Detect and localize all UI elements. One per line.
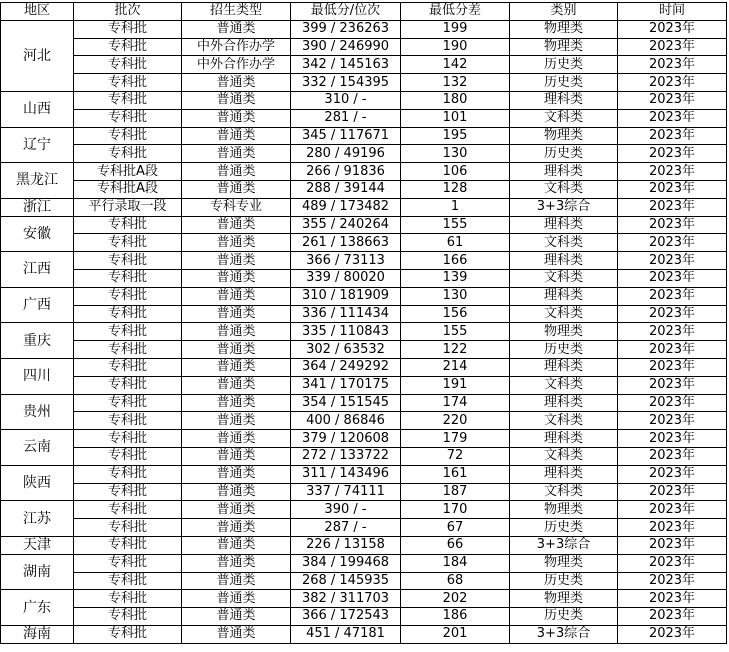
table-row bbox=[1, 412, 727, 430]
enroll-type-cell: 普通类 bbox=[182, 536, 291, 554]
category-cell: 理科类 bbox=[510, 216, 618, 234]
enroll-type-cell: 普通类 bbox=[182, 447, 291, 465]
score-diff-cell: 184 bbox=[401, 554, 510, 572]
batch-cell: 专科批 bbox=[74, 536, 182, 554]
score-rank-cell: 342 / 145163 bbox=[291, 56, 401, 74]
enroll-type-cell: 普通类 bbox=[182, 501, 291, 519]
score-rank-cell: 364 / 249292 bbox=[291, 358, 401, 376]
batch-cell: 专科批 bbox=[74, 305, 182, 323]
enroll-type-cell: 普通类 bbox=[182, 394, 291, 412]
category-cell: 理科类 bbox=[510, 287, 618, 305]
year-cell: 2023年 bbox=[618, 323, 727, 341]
table-row bbox=[1, 625, 727, 643]
year-cell: 2023年 bbox=[618, 625, 727, 643]
category-cell: 历史类 bbox=[510, 519, 618, 537]
header-enroll-type: 招生类型 bbox=[182, 3, 291, 21]
region-cell: 浙江 bbox=[1, 198, 74, 216]
score-rank-cell: 489 / 173482 bbox=[291, 198, 401, 216]
score-diff-cell: 166 bbox=[401, 252, 510, 270]
score-rank-cell: 339 / 80020 bbox=[291, 269, 401, 287]
year-cell: 2023年 bbox=[618, 56, 727, 74]
batch-cell: 专科批 bbox=[74, 430, 182, 448]
region-cell: 四川 bbox=[1, 358, 74, 394]
category-cell: 理科类 bbox=[510, 430, 618, 448]
score-diff-cell: 61 bbox=[401, 234, 510, 252]
year-cell: 2023年 bbox=[618, 109, 727, 127]
year-cell: 2023年 bbox=[618, 180, 727, 198]
table-row bbox=[1, 20, 727, 38]
score-diff-cell: 66 bbox=[401, 536, 510, 554]
batch-cell: 专科批 bbox=[74, 145, 182, 163]
batch-cell: 专科批 bbox=[74, 287, 182, 305]
year-cell: 2023年 bbox=[618, 20, 727, 38]
batch-cell: 专科批 bbox=[74, 109, 182, 127]
batch-cell: 专科批 bbox=[74, 394, 182, 412]
batch-cell: 专科批 bbox=[74, 216, 182, 234]
table-row bbox=[1, 163, 727, 181]
score-rank-cell: 379 / 120608 bbox=[291, 430, 401, 448]
category-cell: 文科类 bbox=[510, 376, 618, 394]
score-diff-cell: 67 bbox=[401, 519, 510, 537]
region-cell: 海南 bbox=[1, 625, 74, 643]
score-diff-cell: 214 bbox=[401, 358, 510, 376]
batch-cell: 专科批 bbox=[74, 56, 182, 74]
score-rank-cell: 390 / - bbox=[291, 501, 401, 519]
table-row bbox=[1, 590, 727, 608]
enroll-type-cell: 普通类 bbox=[182, 430, 291, 448]
region-cell: 云南 bbox=[1, 430, 74, 466]
enroll-type-cell: 普通类 bbox=[182, 234, 291, 252]
score-rank-cell: 341 / 170175 bbox=[291, 376, 401, 394]
score-rank-cell: 382 / 311703 bbox=[291, 590, 401, 608]
enroll-type-cell: 普通类 bbox=[182, 465, 291, 483]
year-cell: 2023年 bbox=[618, 376, 727, 394]
enroll-type-cell: 普通类 bbox=[182, 163, 291, 181]
enroll-type-cell: 普通类 bbox=[182, 180, 291, 198]
score-diff-cell: 191 bbox=[401, 376, 510, 394]
score-rank-cell: 272 / 133722 bbox=[291, 447, 401, 465]
table-row bbox=[1, 483, 727, 501]
score-diff-cell: 139 bbox=[401, 269, 510, 287]
year-cell: 2023年 bbox=[618, 74, 727, 92]
year-cell: 2023年 bbox=[618, 38, 727, 56]
batch-cell: 专科批A段 bbox=[74, 180, 182, 198]
score-rank-cell: 354 / 151545 bbox=[291, 394, 401, 412]
category-cell: 理科类 bbox=[510, 465, 618, 483]
score-rank-cell: 288 / 39144 bbox=[291, 180, 401, 198]
score-diff-cell: 128 bbox=[401, 180, 510, 198]
category-cell: 理科类 bbox=[510, 394, 618, 412]
table-body bbox=[1, 20, 727, 643]
score-diff-cell: 142 bbox=[401, 56, 510, 74]
score-diff-cell: 179 bbox=[401, 430, 510, 448]
year-cell: 2023年 bbox=[618, 216, 727, 234]
year-cell: 2023年 bbox=[618, 554, 727, 572]
table-row bbox=[1, 608, 727, 626]
category-cell: 物理类 bbox=[510, 127, 618, 145]
table-row bbox=[1, 38, 727, 56]
enroll-type-cell: 普通类 bbox=[182, 252, 291, 270]
category-cell: 历史类 bbox=[510, 145, 618, 163]
year-cell: 2023年 bbox=[618, 287, 727, 305]
score-rank-cell: 390 / 246990 bbox=[291, 38, 401, 56]
year-cell: 2023年 bbox=[618, 163, 727, 181]
category-cell: 文科类 bbox=[510, 180, 618, 198]
batch-cell: 专科批 bbox=[74, 590, 182, 608]
category-cell: 历史类 bbox=[510, 74, 618, 92]
batch-cell: 专科批 bbox=[74, 234, 182, 252]
table-row bbox=[1, 234, 727, 252]
enroll-type-cell: 普通类 bbox=[182, 341, 291, 359]
batch-cell: 专科批 bbox=[74, 323, 182, 341]
category-cell: 文科类 bbox=[510, 234, 618, 252]
table-row bbox=[1, 465, 727, 483]
score-rank-cell: 451 / 47181 bbox=[291, 625, 401, 643]
category-cell: 物理类 bbox=[510, 20, 618, 38]
score-rank-cell: 335 / 110843 bbox=[291, 323, 401, 341]
table-row bbox=[1, 74, 727, 92]
category-cell: 文科类 bbox=[510, 305, 618, 323]
score-rank-cell: 384 / 199468 bbox=[291, 554, 401, 572]
score-rank-cell: 337 / 74111 bbox=[291, 483, 401, 501]
score-diff-cell: 68 bbox=[401, 572, 510, 590]
enroll-type-cell: 普通类 bbox=[182, 625, 291, 643]
batch-cell: 专科批 bbox=[74, 38, 182, 56]
year-cell: 2023年 bbox=[618, 519, 727, 537]
score-diff-cell: 180 bbox=[401, 91, 510, 109]
score-diff-cell: 161 bbox=[401, 465, 510, 483]
table-row bbox=[1, 394, 727, 412]
enroll-type-cell: 普通类 bbox=[182, 109, 291, 127]
header-batch: 批次 bbox=[74, 3, 182, 21]
table-row bbox=[1, 447, 727, 465]
region-cell: 河北 bbox=[1, 20, 74, 91]
year-cell: 2023年 bbox=[618, 412, 727, 430]
table-row bbox=[1, 91, 727, 109]
year-cell: 2023年 bbox=[618, 465, 727, 483]
batch-cell: 专科批 bbox=[74, 269, 182, 287]
batch-cell: 专科批 bbox=[74, 412, 182, 430]
enroll-type-cell: 普通类 bbox=[182, 358, 291, 376]
year-cell: 2023年 bbox=[618, 234, 727, 252]
year-cell: 2023年 bbox=[618, 252, 727, 270]
batch-cell: 专科批 bbox=[74, 358, 182, 376]
batch-cell: 专科批 bbox=[74, 341, 182, 359]
score-diff-cell: 220 bbox=[401, 412, 510, 430]
category-cell: 文科类 bbox=[510, 447, 618, 465]
score-rank-cell: 366 / 172543 bbox=[291, 608, 401, 626]
enroll-type-cell: 普通类 bbox=[182, 145, 291, 163]
enroll-type-cell: 普通类 bbox=[182, 519, 291, 537]
score-rank-cell: 345 / 117671 bbox=[291, 127, 401, 145]
year-cell: 2023年 bbox=[618, 590, 727, 608]
region-cell: 重庆 bbox=[1, 323, 74, 359]
enroll-type-cell: 普通类 bbox=[182, 20, 291, 38]
batch-cell: 专科批 bbox=[74, 91, 182, 109]
category-cell: 文科类 bbox=[510, 483, 618, 501]
category-cell: 物理类 bbox=[510, 323, 618, 341]
score-diff-cell: 201 bbox=[401, 625, 510, 643]
header-row bbox=[1, 3, 727, 21]
score-diff-cell: 130 bbox=[401, 287, 510, 305]
score-rank-cell: 332 / 154395 bbox=[291, 74, 401, 92]
region-cell: 黑龙江 bbox=[1, 163, 74, 199]
score-rank-cell: 261 / 138663 bbox=[291, 234, 401, 252]
batch-cell: 专科批 bbox=[74, 519, 182, 537]
score-diff-cell: 199 bbox=[401, 20, 510, 38]
enroll-type-cell: 中外合作办学 bbox=[182, 38, 291, 56]
batch-cell: 专科批A段 bbox=[74, 163, 182, 181]
region-cell: 辽宁 bbox=[1, 127, 74, 163]
enroll-type-cell: 普通类 bbox=[182, 305, 291, 323]
score-diff-cell: 187 bbox=[401, 483, 510, 501]
batch-cell: 专科批 bbox=[74, 465, 182, 483]
year-cell: 2023年 bbox=[618, 536, 727, 554]
enroll-type-cell: 普通类 bbox=[182, 412, 291, 430]
enroll-type-cell: 普通类 bbox=[182, 554, 291, 572]
year-cell: 2023年 bbox=[618, 305, 727, 323]
category-cell: 3+3综合 bbox=[510, 198, 618, 216]
batch-cell: 专科批 bbox=[74, 252, 182, 270]
category-cell: 历史类 bbox=[510, 56, 618, 74]
year-cell: 2023年 bbox=[618, 145, 727, 163]
region-cell: 江苏 bbox=[1, 501, 74, 537]
batch-cell: 平行录取一段 bbox=[74, 198, 182, 216]
enroll-type-cell: 普通类 bbox=[182, 127, 291, 145]
score-diff-cell: 132 bbox=[401, 74, 510, 92]
region-cell: 贵州 bbox=[1, 394, 74, 430]
region-cell: 广东 bbox=[1, 590, 74, 626]
score-rank-cell: 399 / 236263 bbox=[291, 20, 401, 38]
category-cell: 历史类 bbox=[510, 572, 618, 590]
table-row bbox=[1, 109, 727, 127]
table-row bbox=[1, 287, 727, 305]
table-row bbox=[1, 252, 727, 270]
header-region: 地区 bbox=[1, 3, 74, 21]
score-diff-cell: 155 bbox=[401, 323, 510, 341]
score-rank-cell: 281 / - bbox=[291, 109, 401, 127]
table-row bbox=[1, 554, 727, 572]
category-cell: 理科类 bbox=[510, 163, 618, 181]
category-cell: 物理类 bbox=[510, 590, 618, 608]
table-row bbox=[1, 341, 727, 359]
category-cell: 文科类 bbox=[510, 269, 618, 287]
score-diff-cell: 106 bbox=[401, 163, 510, 181]
batch-cell: 专科批 bbox=[74, 554, 182, 572]
score-rank-cell: 311 / 143496 bbox=[291, 465, 401, 483]
category-cell: 3+3综合 bbox=[510, 625, 618, 643]
category-cell: 文科类 bbox=[510, 109, 618, 127]
region-cell: 湖南 bbox=[1, 554, 74, 590]
score-rank-cell: 310 / 181909 bbox=[291, 287, 401, 305]
table-row bbox=[1, 572, 727, 590]
score-rank-cell: 355 / 240264 bbox=[291, 216, 401, 234]
region-cell: 江西 bbox=[1, 252, 74, 288]
year-cell: 2023年 bbox=[618, 608, 727, 626]
score-diff-cell: 174 bbox=[401, 394, 510, 412]
batch-cell: 专科批 bbox=[74, 501, 182, 519]
score-diff-cell: 72 bbox=[401, 447, 510, 465]
score-diff-cell: 101 bbox=[401, 109, 510, 127]
batch-cell: 专科批 bbox=[74, 376, 182, 394]
category-cell: 物理类 bbox=[510, 38, 618, 56]
enroll-type-cell: 普通类 bbox=[182, 323, 291, 341]
batch-cell: 专科批 bbox=[74, 608, 182, 626]
header-category: 类别 bbox=[510, 3, 618, 21]
enroll-type-cell: 普通类 bbox=[182, 572, 291, 590]
year-cell: 2023年 bbox=[618, 394, 727, 412]
score-rank-cell: 280 / 49196 bbox=[291, 145, 401, 163]
score-rank-cell: 266 / 91836 bbox=[291, 163, 401, 181]
region-cell: 天津 bbox=[1, 536, 74, 554]
enroll-type-cell: 普通类 bbox=[182, 376, 291, 394]
region-cell: 山西 bbox=[1, 91, 74, 127]
table-row bbox=[1, 216, 727, 234]
table-row bbox=[1, 145, 727, 163]
table-row bbox=[1, 501, 727, 519]
year-cell: 2023年 bbox=[618, 198, 727, 216]
score-rank-cell: 400 / 86846 bbox=[291, 412, 401, 430]
enroll-type-cell: 普通类 bbox=[182, 590, 291, 608]
score-diff-cell: 130 bbox=[401, 145, 510, 163]
year-cell: 2023年 bbox=[618, 127, 727, 145]
year-cell: 2023年 bbox=[618, 430, 727, 448]
region-cell: 安徽 bbox=[1, 216, 74, 252]
year-cell: 2023年 bbox=[618, 341, 727, 359]
score-rank-cell: 336 / 111434 bbox=[291, 305, 401, 323]
category-cell: 理科类 bbox=[510, 91, 618, 109]
year-cell: 2023年 bbox=[618, 269, 727, 287]
table-row bbox=[1, 198, 727, 216]
table-row bbox=[1, 269, 727, 287]
enroll-type-cell: 普通类 bbox=[182, 216, 291, 234]
category-cell: 物理类 bbox=[510, 501, 618, 519]
category-cell: 历史类 bbox=[510, 608, 618, 626]
score-rank-cell: 310 / - bbox=[291, 91, 401, 109]
score-rank-cell: 226 / 13158 bbox=[291, 536, 401, 554]
year-cell: 2023年 bbox=[618, 447, 727, 465]
score-diff-cell: 186 bbox=[401, 608, 510, 626]
table-row bbox=[1, 56, 727, 74]
table-row bbox=[1, 305, 727, 323]
enroll-type-cell: 专科专业 bbox=[182, 198, 291, 216]
year-cell: 2023年 bbox=[618, 501, 727, 519]
category-cell: 物理类 bbox=[510, 554, 618, 572]
score-diff-cell: 156 bbox=[401, 305, 510, 323]
enroll-type-cell: 普通类 bbox=[182, 269, 291, 287]
category-cell: 文科类 bbox=[510, 412, 618, 430]
batch-cell: 专科批 bbox=[74, 20, 182, 38]
table-row bbox=[1, 519, 727, 537]
score-diff-cell: 170 bbox=[401, 501, 510, 519]
region-cell: 陕西 bbox=[1, 465, 74, 501]
enroll-type-cell: 普通类 bbox=[182, 74, 291, 92]
batch-cell: 专科批 bbox=[74, 572, 182, 590]
category-cell: 理科类 bbox=[510, 252, 618, 270]
score-rank-cell: 268 / 145935 bbox=[291, 572, 401, 590]
enroll-type-cell: 普通类 bbox=[182, 483, 291, 501]
score-diff-cell: 122 bbox=[401, 341, 510, 359]
region-cell: 广西 bbox=[1, 287, 74, 323]
batch-cell: 专科批 bbox=[74, 447, 182, 465]
table-row bbox=[1, 180, 727, 198]
score-rank-cell: 287 / - bbox=[291, 519, 401, 537]
category-cell: 理科类 bbox=[510, 358, 618, 376]
table-row bbox=[1, 430, 727, 448]
score-diff-cell: 202 bbox=[401, 590, 510, 608]
year-cell: 2023年 bbox=[618, 572, 727, 590]
table-header bbox=[1, 3, 727, 21]
category-cell: 历史类 bbox=[510, 341, 618, 359]
score-diff-cell: 155 bbox=[401, 216, 510, 234]
header-min-score-rank: 最低分/位次 bbox=[291, 3, 401, 21]
header-score-diff: 最低分差 bbox=[401, 3, 510, 21]
enroll-type-cell: 中外合作办学 bbox=[182, 56, 291, 74]
year-cell: 2023年 bbox=[618, 483, 727, 501]
header-year: 时间 bbox=[618, 3, 727, 21]
score-diff-cell: 190 bbox=[401, 38, 510, 56]
batch-cell: 专科批 bbox=[74, 483, 182, 501]
table-row bbox=[1, 358, 727, 376]
year-cell: 2023年 bbox=[618, 91, 727, 109]
enroll-type-cell: 普通类 bbox=[182, 91, 291, 109]
batch-cell: 专科批 bbox=[74, 127, 182, 145]
table-row bbox=[1, 376, 727, 394]
table-row bbox=[1, 323, 727, 341]
table-row bbox=[1, 127, 727, 145]
enroll-type-cell: 普通类 bbox=[182, 608, 291, 626]
table-row bbox=[1, 536, 727, 554]
score-rank-cell: 366 / 73113 bbox=[291, 252, 401, 270]
enroll-type-cell: 普通类 bbox=[182, 287, 291, 305]
score-diff-cell: 195 bbox=[401, 127, 510, 145]
score-diff-cell: 1 bbox=[401, 198, 510, 216]
score-rank-cell: 302 / 63532 bbox=[291, 341, 401, 359]
admission-score-table bbox=[0, 2, 727, 644]
batch-cell: 专科批 bbox=[74, 625, 182, 643]
category-cell: 3+3综合 bbox=[510, 536, 618, 554]
batch-cell: 专科批 bbox=[74, 74, 182, 92]
year-cell: 2023年 bbox=[618, 358, 727, 376]
